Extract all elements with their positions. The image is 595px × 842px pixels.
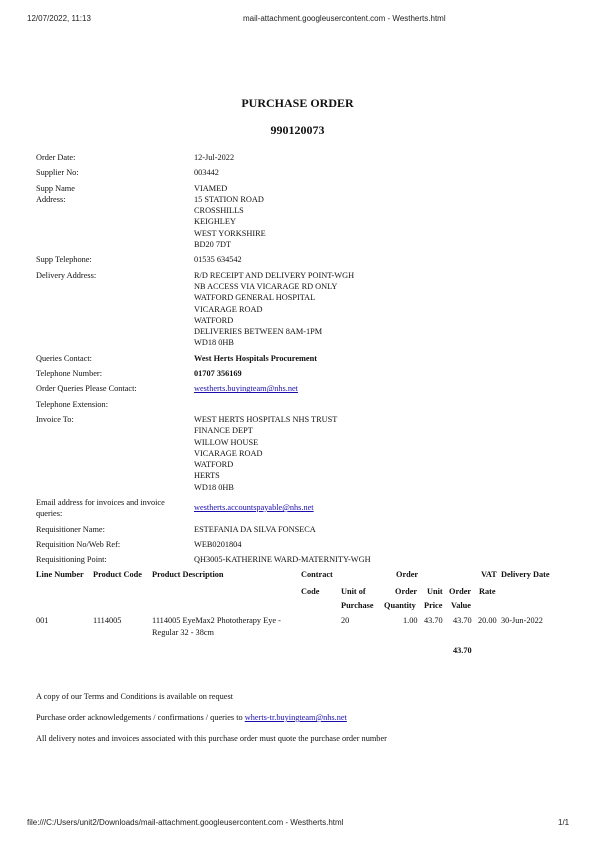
row-line-number: 001	[36, 616, 49, 625]
requisition-ref-row	[36, 539, 556, 550]
footer-notes	[36, 692, 387, 755]
ack-note	[36, 713, 387, 722]
address-line: 15 STATION ROAD	[194, 194, 264, 204]
supplier-no-row	[36, 167, 556, 178]
requisition-point-label: Requisitioning Point:	[36, 555, 107, 565]
supp-name-label: Supp Name	[36, 183, 75, 193]
telephone-extension-row	[36, 399, 556, 410]
row-order-value: 43.70	[453, 616, 472, 625]
row-unit-price: 43.70	[424, 616, 443, 625]
document-title: PURCHASE ORDER	[241, 96, 354, 110]
address-line: WEST HERTS HOSPITALS NHS TRUST	[194, 414, 338, 424]
col-quantity: Quantity	[384, 601, 416, 610]
delivery-address-row	[36, 270, 556, 349]
col-delivery-date: Delivery Date	[501, 570, 550, 579]
address-line: VICARAGE ROAD	[194, 304, 263, 314]
queries-contact-value: West Herts Hospitals Procurement	[194, 353, 317, 363]
delivery-address	[194, 270, 556, 349]
print-page-title: mail-attachment.googleusercontent.com - Westherts.html	[243, 14, 446, 23]
order-total: 43.70	[453, 646, 472, 655]
requisitioner-value: ESTEFANIA DA SILVA FONSECA	[194, 524, 316, 534]
address-line: WD18 0HB	[194, 482, 234, 492]
col-unit-price-1: Unit	[427, 587, 443, 596]
supp-telephone-row	[36, 254, 556, 265]
col-vat-rate: Rate	[479, 587, 496, 596]
address-line: CROSSHILLS	[194, 206, 244, 216]
supplier-address-row	[36, 183, 556, 251]
order-queries-row	[36, 383, 556, 394]
col-price: Price	[424, 601, 443, 610]
address-line: FINANCE DEPT	[194, 426, 253, 436]
telephone-extension-value	[194, 399, 556, 410]
address-line: KEIGHLEY	[194, 217, 236, 227]
address-line: WATFORD GENERAL HOSPITAL	[194, 293, 316, 303]
col-contract: Contract	[301, 570, 333, 579]
queries-contact-row	[36, 353, 556, 364]
supp-telephone-label: Supp Telephone:	[36, 255, 92, 265]
address-line: R/D RECEIPT AND DELIVERY POINT-WGH	[194, 270, 355, 280]
address-line: WATFORD	[194, 460, 234, 470]
requisitioner-row	[36, 524, 556, 535]
invoice-address	[194, 414, 556, 493]
ack-email-link[interactable]: wherts-tr.buyingteam@nhs.net	[244, 713, 347, 722]
address-line: VICARAGE ROAD	[194, 448, 263, 458]
invoice-to-label: Invoice To:	[36, 414, 74, 424]
col-product-description: Product Description	[152, 570, 224, 579]
address-label: Address:	[36, 194, 66, 204]
address-line: WD18 0HB	[194, 338, 234, 348]
invoice-email-row	[36, 497, 556, 520]
order-queries-label: Order Queries Please Contact:	[36, 384, 137, 394]
supplier-no-label: Supplier No:	[36, 168, 79, 178]
requisitioner-label: Requisitioner Name:	[36, 524, 105, 534]
address-line: NB ACCESS VIA VICARAGE RD ONLY	[194, 281, 338, 291]
order-date-value: 12-Jul-2022	[194, 153, 235, 162]
address-line: WILLOW HOUSE	[194, 437, 259, 447]
invoice-to-row	[36, 414, 556, 493]
address-line: WEST YORKSHIRE	[194, 228, 266, 238]
invoice-email-label: Email address for invoices and invoice	[36, 498, 165, 508]
invoice-email-label-2: queries:	[36, 509, 63, 519]
requisition-point-value: QH3005-KATHERINE WARD-MATERNITY-WGH	[194, 555, 371, 565]
telephone-extension-label: Telephone Extension:	[36, 399, 108, 409]
col-line-number: Line Number	[36, 570, 84, 579]
order-date-row	[36, 152, 556, 163]
row-product-code: 1114005	[93, 616, 122, 625]
telephone-row	[36, 368, 556, 379]
row-vat-rate: 20.00	[478, 616, 497, 625]
row-description-line-1: 1114005 EyeMax2 Phototherapy Eye -	[152, 616, 281, 625]
delivery-address-label: Delivery Address:	[36, 270, 97, 280]
col-order-value-1: Order	[449, 587, 472, 596]
col-order-qty-1: Order	[395, 587, 418, 596]
col-unit-of: Unit of	[341, 587, 366, 596]
col-vat: VAT	[481, 570, 497, 579]
address-line: DELIVERIES BETWEEN 8AM-1PM	[194, 327, 323, 337]
col-purchase: Purchase	[341, 601, 374, 610]
print-file-path: file:///C:/Users/unit2/Downloads/mail-attachment.googleusercontent.com - Westherts.html	[27, 818, 344, 827]
terms-note: A copy of our Terms and Conditions is available on request	[36, 692, 233, 701]
supplier-no-value: 003442	[194, 168, 219, 178]
col-product-code: Product Code	[93, 570, 142, 579]
telephone-label: Telephone Number:	[36, 369, 103, 379]
col-order-group: Order	[396, 570, 419, 579]
order-date-label: Order Date:	[36, 153, 76, 162]
order-details	[36, 152, 556, 570]
quote-note: All delivery notes and invoices associated with this purchase order must quote the purchase order number	[36, 734, 387, 743]
ack-note-text: Purchase order acknowledgements / confirmations / queries to	[36, 713, 245, 722]
address-line: BD20 7DT	[194, 240, 232, 250]
col-contract-code: Code	[301, 587, 320, 596]
requisition-ref-value: WEB0201804	[194, 539, 242, 549]
col-value: Value	[451, 601, 471, 610]
supp-telephone-value: 01535 634542	[194, 255, 242, 265]
order-queries-email-link[interactable]: westherts.buyingteam@nhs.net	[194, 384, 298, 394]
telephone-value: 01707 356169	[194, 369, 242, 379]
supplier-address	[194, 183, 556, 251]
print-page-number: 1/1	[558, 818, 570, 827]
address-line: HERTS	[194, 471, 220, 481]
row-description-line-2: Regular 32 - 38cm	[152, 628, 214, 637]
row-unit-of-purchase: 20	[341, 616, 350, 625]
print-datetime: 12/07/2022, 11:13	[27, 14, 91, 23]
requisition-point-row	[36, 554, 556, 565]
row-delivery-date: 30-Jun-2022	[501, 616, 543, 625]
invoice-email-link[interactable]: westherts.accountspayable@nhs.net	[194, 503, 314, 513]
queries-contact-label: Queries Contact:	[36, 353, 92, 363]
requisition-ref-label: Requisition No/Web Ref:	[36, 539, 121, 549]
order-number: 990120073	[270, 123, 325, 137]
address-line: WATFORD	[194, 315, 234, 325]
row-order-quantity: 1.00	[403, 616, 418, 625]
address-line: VIAMED	[194, 183, 228, 193]
